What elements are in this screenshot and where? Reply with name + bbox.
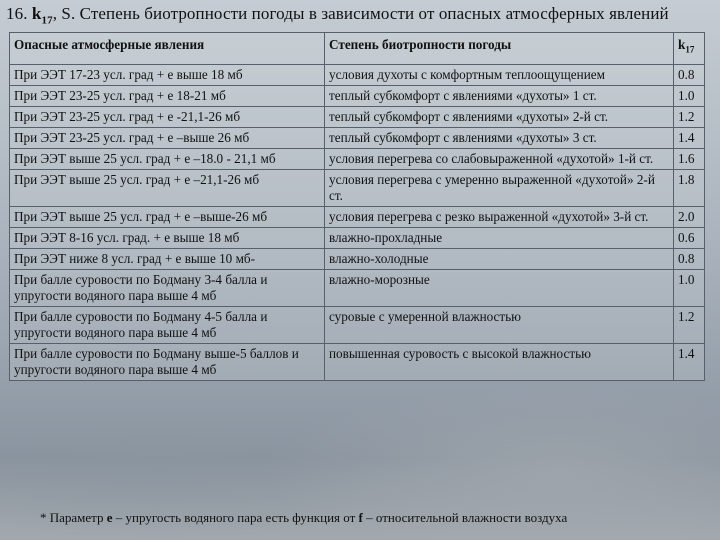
cell-phenomenon: При ЭЭТ выше 25 усл. град + е –21,1-26 мб xyxy=(10,169,325,206)
table-row xyxy=(10,85,705,106)
cell-phenomenon: При балле суровости по Бодману 4-5 балла и упругости водяного пара выше 4 мб xyxy=(10,306,325,343)
cell-phenomenon: При ЭЭТ ниже 8 усл. град + е выше 10 мб- xyxy=(10,248,325,269)
cell-phenomenon: При ЭЭТ 23-25 усл. град + е 18-21 мб xyxy=(10,85,325,106)
table-row xyxy=(10,343,705,380)
cell-degree: суровые с умеренной влажностью xyxy=(325,306,674,343)
biotropy-table xyxy=(9,32,705,381)
header-degree: Степень биотропности погоды xyxy=(325,33,674,65)
cell-k17: 1.8 xyxy=(674,169,705,206)
cell-k17: 1.4 xyxy=(674,127,705,148)
cell-degree: теплый субкомфорт с явлениями «духоты» 1 ст. xyxy=(325,85,674,106)
cell-phenomenon: При балле суровости по Бодману 3-4 балла и упругости водяного пара выше 4 мб xyxy=(10,269,325,306)
table-body xyxy=(10,64,705,380)
table-header-row xyxy=(10,33,705,65)
cell-k17: 1.0 xyxy=(674,269,705,306)
cell-k17: 1.4 xyxy=(674,343,705,380)
cell-degree: условия перегрева со слабовыраженной «духотой» 1-й ст. xyxy=(325,148,674,169)
table-row xyxy=(10,227,705,248)
table-row xyxy=(10,206,705,227)
table-row xyxy=(10,64,705,85)
cell-degree: условия перегрева с резко выраженной «духотой» 3-й ст. xyxy=(325,206,674,227)
cell-k17: 0.6 xyxy=(674,227,705,248)
cell-phenomenon: При ЭЭТ 23-25 усл. град + е -21,1-26 мб xyxy=(10,106,325,127)
table-row xyxy=(10,127,705,148)
cell-degree: условия духоты с комфортным теплоощущением xyxy=(325,64,674,85)
slide-title xyxy=(6,4,714,26)
cell-k17: 1.0 xyxy=(674,85,705,106)
cell-k17: 1.6 xyxy=(674,148,705,169)
title-number: 16. xyxy=(6,4,28,23)
cell-k17: 2.0 xyxy=(674,206,705,227)
cell-phenomenon: При ЭЭТ 8-16 усл. град. + е выше 18 мб xyxy=(10,227,325,248)
cell-degree: теплый субкомфорт с явлениями «духоты» 2-й ст. xyxy=(325,106,674,127)
table-row xyxy=(10,148,705,169)
cell-degree: теплый субкомфорт с явлениями «духоты» 3 ст. xyxy=(325,127,674,148)
cell-phenomenon: При ЭЭТ выше 25 усл. град + е –выше-26 мб xyxy=(10,206,325,227)
cell-degree: влажно-холодные xyxy=(325,248,674,269)
cell-degree: влажно-морозные xyxy=(325,269,674,306)
footnote: * Параметр е – упругость водяного пара есть функция от f – относительной влажности воздуха xyxy=(40,510,568,525)
table-row xyxy=(10,169,705,206)
title-text: , S. Степень биотропности погоды в зависимости от опасных атмосферных явлений xyxy=(52,4,669,23)
title-k-symbol: $k_{17}$ xyxy=(31,4,53,27)
table-row xyxy=(10,106,705,127)
cell-k17: 0.8 xyxy=(674,248,705,269)
cell-k17: 1.2 xyxy=(674,306,705,343)
header-phenomena: Опасные атмосферные явления xyxy=(10,33,325,65)
table-row xyxy=(10,269,705,306)
cell-phenomenon: При ЭЭТ 17-23 усл. град + е выше 18 мб xyxy=(10,64,325,85)
cell-degree: условия перегрева с умеренно выраженной «духотой» 2-й ст. xyxy=(325,169,674,206)
cell-k17: 1.2 xyxy=(674,106,705,127)
cell-phenomenon: При ЭЭТ 23-25 усл. град + е –выше 26 мб xyxy=(10,127,325,148)
table-row xyxy=(10,306,705,343)
cell-degree: влажно-прохладные xyxy=(325,227,674,248)
header-k17: $k_{17}$ xyxy=(674,33,705,65)
table-row xyxy=(10,248,705,269)
cell-degree: повышенная суровость с высокой влажностью xyxy=(325,343,674,380)
cell-k17: 0.8 xyxy=(674,64,705,85)
cell-phenomenon: При ЭЭТ выше 25 усл. град + е –18.0 - 21,1 мб xyxy=(10,148,325,169)
cell-phenomenon: При балле суровости по Бодману выше-5 баллов и упругости водяного пара выше 4 мб xyxy=(10,343,325,380)
